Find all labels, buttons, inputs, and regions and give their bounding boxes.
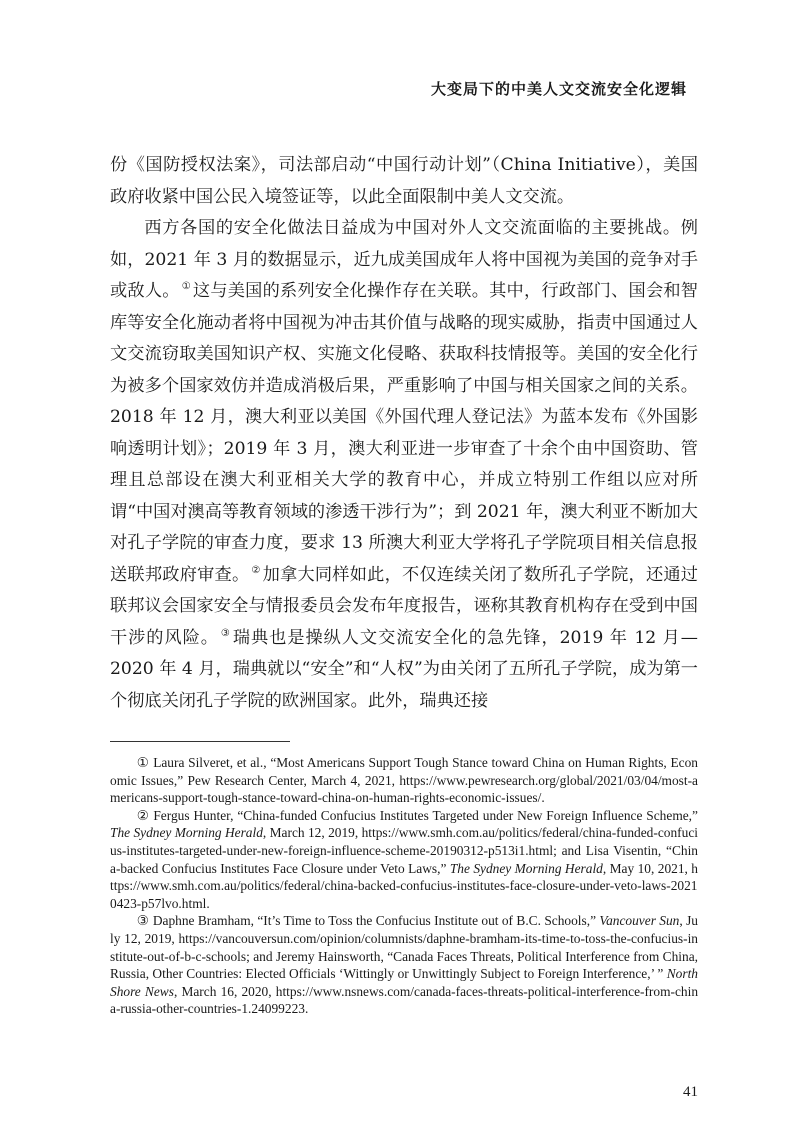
paragraph-1: 份《国防授权法案》，司法部启动“中国行动计划”（China Initiative），美国政府收紧中国公民入境签证等，以此全面限制中美人文交流。 [110,155,698,207]
body-text [110,150,698,717]
footnote-2-journal-1: The Sydney Morning Herald [110,825,263,841]
footnote-divider [110,741,290,742]
footnote-3-text-3: , March 16, 2020, https://www.nsnews.com/canada-faces-threats-political-interference-from-china-russia-other-countries-1.24099223. [110,983,699,1017]
footnote-1-text: Laura Silveret, et al., “Most Americans Support Tough Stance toward China on Human Rights, Economic Issues,” Pew Research Center, March 4, 2021, https://www.pewresearch.org/global/2021/03/04/most-americans-support-tough-stance-toward-china-on-human-rights-economic-issues/. [110,755,698,806]
page-number: 41 [683,1084,698,1100]
paragraph-2-segment-d: 瑞典也是操纵人文交流安全化的急先锋，2019 年 12 月—2020 年 4 月，瑞典就以“安全”和“人权”为由关闭了五所孔子学院，成为第一个彻底关闭孔子学院的欧洲国家。此外，瑞典还接 [110,627,698,711]
footnote-2-text-3: , May 10, 2021, https://www.smh.com.au/politics/federal/china-backed-confucius-institutes-face-closure-under-veto-laws-20210423-p57lvo.html. [110,860,698,911]
footnote-3 [110,912,698,1018]
paragraph-2-segment-b: 这与美国的系列安全化操作存在关联。其中，行政部门、国会和智库等安全化施动者将中国视为冲击其价值与战略的现实威胁，指责中国通过人文交流窃取美国知识产权、实施文化侵略、获取科技情报等。美国的安全化行为被多个国家效仿并造成消极后果，严重影响了中国与相关国家之间的关系。2018 年 12 月，澳大利亚以美国《外国代理人登记法》为蓝本发布《外国影响透明计划》；2019 年 3 月，澳大利亚进一步审查了十余个由中国资助、管理且总部设在澳大利亚相关大学的教育中心，并成立特别工作组以应对所谓“中国对澳高等教育领域的渗透干涉行为”；到 2021 年，澳大利亚不断加大对孔子学院的审查力度，要求 13 所澳大利亚大学将孔子学院项目相关信息报送联邦政府审查。 [110,281,698,585]
paragraph-2 [110,213,698,717]
footnote-number: ③ [136,913,149,929]
footnote-2-text-1: Fergus Hunter, “China-funded Confucius Institutes Targeted under New Foreign Influence Scheme,” [153,807,698,823]
paragraph-2-segment-a: 西方各国的安全化做法日益成为中国对外人文交流面临的主要挑战。例如，2021 年 3 月的数据显示，近九成美国成年人将中国视为美国的竞争对手或敌人。 [110,218,698,301]
footnote-ref-2[interactable]: ② [251,564,261,576]
footnote-3-text-1: Daphne Bramham, “It’s Time to Toss the Confucius Institute out of B.C. Schools,” [152,913,600,929]
footnote-number: ② [136,807,150,823]
footnote-2 [110,807,698,913]
footnote-3-text-2: , July 12, 2019, https://vancouversun.com/opinion/columnists/daphne-bramham-its-time-to-toss-the-confucius-institute-out-of-b-c-schools; and Jeremy Hainsworth, “Canada Faces Threats, Political Interference from China, Russia, Other Countries: Elected Officials ‘Wittingly or Unwittingly Subject to Foreign Interference,’ ” [110,913,698,982]
footnote-3-journal-1: Vancouver Sun [599,913,680,929]
footnote-3-journal-2: North Shore News [110,966,698,999]
running-header: 大变局下的中美人文交流安全化逻辑 [430,80,687,98]
footnote-number: ① [136,755,150,770]
footnotes [110,754,698,1018]
footnote-2-text-2: , March 12, 2019, https://www.smh.com.au/politics/federal/china-funded-confucius-institutes-targeted-under-new-foreign-influence-scheme-20190312-p513i1.html; and Lisa Visentin, “China-backed Confucius Institutes Face Closure under Veto Laws,” [110,825,698,876]
footnote-ref-3[interactable]: ③ [220,627,231,639]
footnote-ref-1[interactable]: ① [181,281,191,292]
footnote-1 [110,754,698,807]
footnote-2-journal-2: The Sydney Morning Herald [449,860,603,876]
paragraph-2-segment-c: 加拿大同样如此，不仅连续关闭了数所孔子学院，还通过联邦议会国家安全与情报委员会发布年度报告，诬称其教育机构存在受到中国干涉的风险。 [110,564,698,648]
